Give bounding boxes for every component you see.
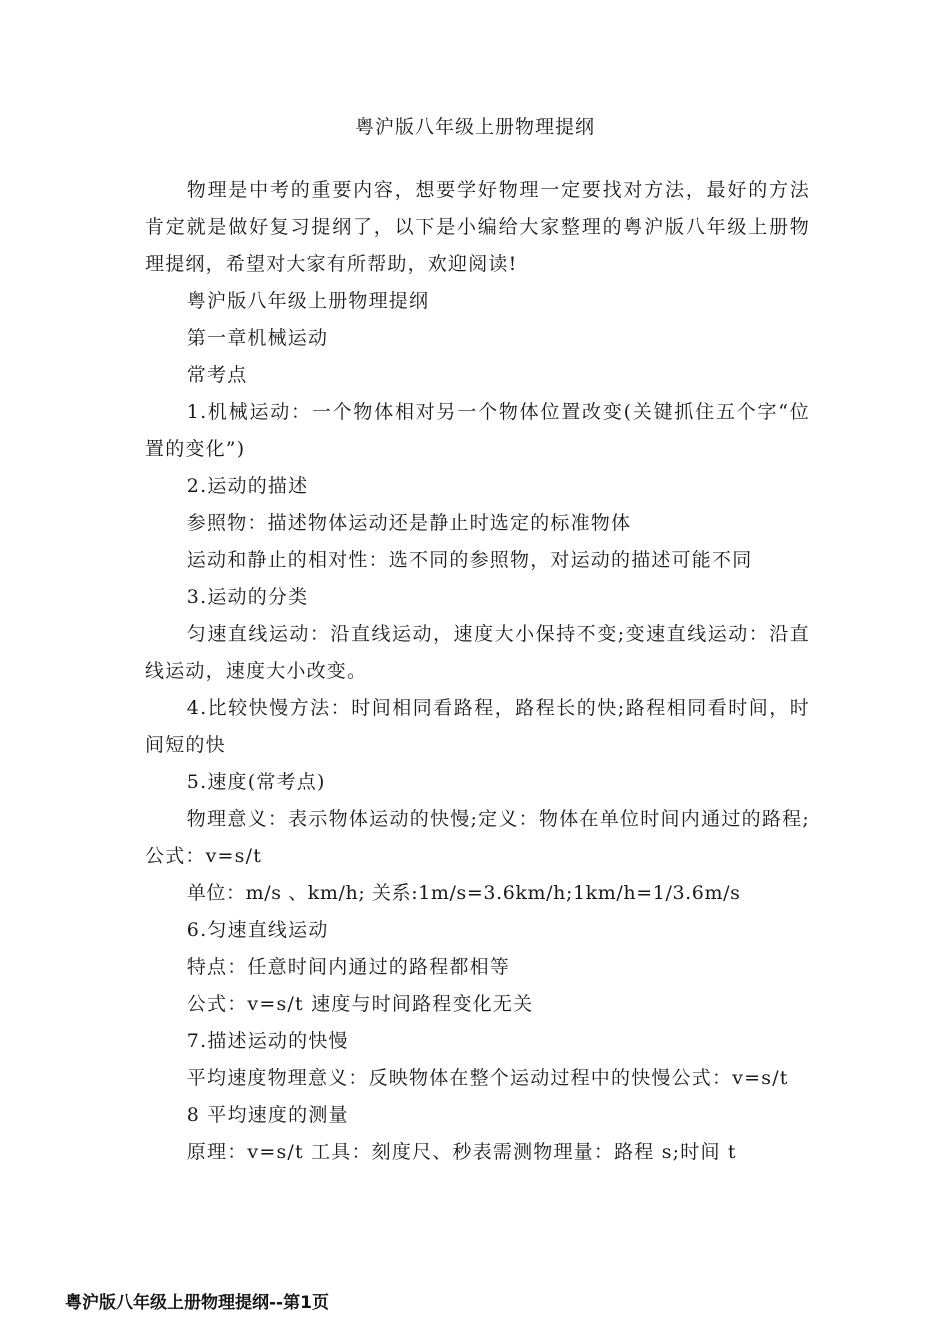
principle-text: 原理：v=s/t 工具：刻度尺、秒表需测物理量：路程 s;时间 t [186,1141,737,1163]
point-motion-classification: 3.运动的分类 [186,586,309,608]
document-title: 粤沪版八年级上册物理提纲 [354,116,595,138]
point-compare-speed: 4.比较快慢方法：时间相同看路程，路程长的快;路程相同看时间，时间短的快 [145,697,810,756]
speed-unit-text: 单位：m/s 、km/h; 关系:1m/s=3.6km/h;1km/h=1/3.6m/s [186,882,741,904]
intro-paragraph: 物理是中考的重要内容，想要学好物理一定要找对方法，最好的方法肯定就是做好复习提纲了，以下是小编给大家整理的粤沪版八年级上册物理提纲，希望对大家有所帮助，欢迎阅读! [145,179,810,275]
section-heading: 粤沪版八年级上册物理提纲 [186,290,430,312]
speed-meaning-text: 物理意义：表示物体运动的快慢;定义：物体在单位时间内通过的路程;公式：v=s/t [145,808,810,867]
relativity-text: 运动和静止的相对性：选不同的参照物，对运动的描述可能不同 [186,549,753,571]
point-describe-speed: 7.描述运动的快慢 [186,1030,349,1052]
document-body [145,172,810,1171]
point-uniform-linear-motion: 6.匀速直线运动 [186,919,329,941]
point-mechanical-motion: 1.机械运动：一个物体相对另一个物体位置改变(关键抓住五个字“位置的变化”) [145,401,810,460]
uniform-motion-text: 匀速直线运动：沿直线运动，速度大小保持不变;变速直线运动：沿直线运动，速度大小改变。 [145,623,810,682]
point-speed: 5.速度(常考点) [186,771,326,793]
chapter-heading: 第一章机械运动 [186,327,329,349]
page-footer: 粤沪版八年级上册物理提纲--第1页 [65,1293,329,1313]
point-average-speed-measure: 8 平均速度的测量 [186,1104,349,1126]
subheading-key-points: 常考点 [186,364,248,386]
formula-text: 公式：v=s/t 速度与时间路程变化无关 [186,993,534,1015]
feature-text: 特点：任意时间内通过的路程都相等 [186,956,510,978]
point-motion-description: 2.运动的描述 [186,475,309,497]
average-speed-text: 平均速度物理意义：反映物体在整个运动过程中的快慢公式：v=s/t [186,1067,789,1089]
reference-object-text: 参照物：描述物体运动还是静止时选定的标准物体 [186,512,632,534]
